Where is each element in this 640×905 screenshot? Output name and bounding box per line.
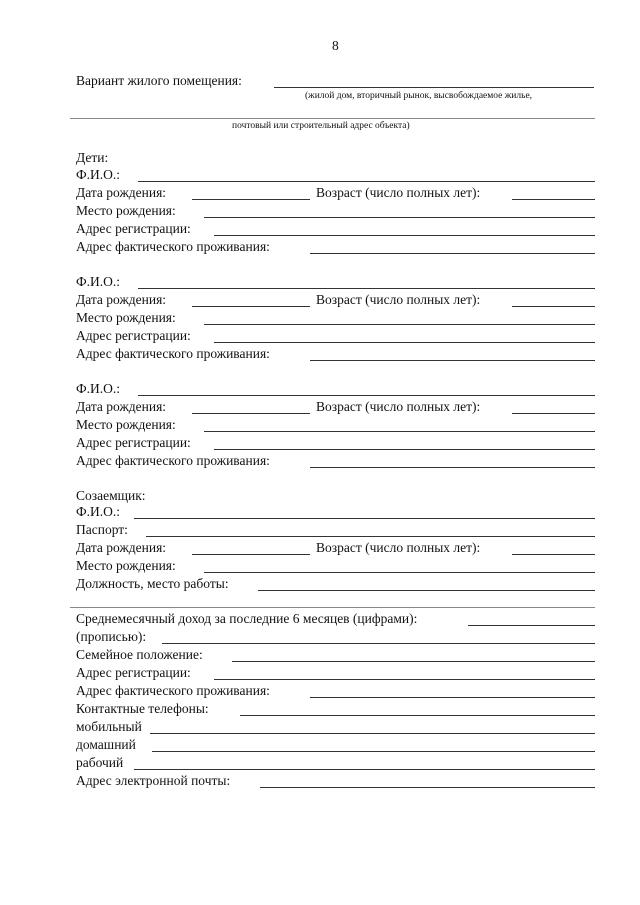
housing-variant-label: Вариант жилого помещения: [76,73,242,88]
child-2-birth-place-field[interactable] [204,324,595,325]
actual-address-label: Адрес фактического проживания: [76,683,270,698]
child-3-actual-address-label: Адрес фактического проживания: [76,453,270,468]
child-1-birth-place-label: Место рождения: [76,203,176,218]
child-3-birth-date-label: Дата рождения: [76,399,167,414]
child-2-age-label: Возраст (число полных лет): [316,292,481,307]
child-2-registration-label: Адрес регистрации: [76,328,191,343]
child-1-registration-label: Адрес регистрации: [76,221,191,236]
marital-status-label: Семейное положение: [76,647,203,662]
coborrower-passport-field[interactable] [146,536,595,537]
child-2-registration-field[interactable] [214,342,595,343]
child-3-birth-place-field[interactable] [204,431,595,432]
child-2-age-field[interactable] [512,306,595,307]
home-phone-field[interactable] [152,751,595,752]
income-words-field[interactable] [162,643,595,644]
coborrower-age-field[interactable] [512,554,595,555]
coborrower-position-field[interactable] [258,590,595,591]
phones-label: Контактные телефоны: [76,701,209,716]
housing-address-field[interactable] [70,118,595,119]
phones-field[interactable] [240,715,595,716]
child-1-age-field[interactable] [512,199,595,200]
child-1-birth-date-label: Дата рождения: [76,185,167,200]
mobile-phone-label: мобильный [76,719,142,734]
marital-status-field[interactable] [232,661,595,662]
housing-address-hint: почтовый или строительный адрес объекта) [232,121,410,131]
child-1-fio-label: Ф.И.О.: [76,167,121,182]
child-3-birth-date-field[interactable] [192,413,310,414]
coborrower-fio-field[interactable] [134,518,595,519]
child-2-actual-address-label: Адрес фактического проживания: [76,346,270,361]
housing-variant-field[interactable] [274,87,594,88]
coborrower-age-label: Возраст (число полных лет): [316,540,481,555]
coborrower-birth-date-field[interactable] [192,554,310,555]
child-2-fio-field[interactable] [138,288,595,289]
child-1-birth-date-field[interactable] [192,199,310,200]
work-phone-label: рабочий [76,755,124,770]
coborrower-birth-place-label: Место рождения: [76,558,176,573]
income-label: Среднемесячный доход за последние 6 месяцев (цифрами): [76,611,418,626]
children-heading: Дети: [76,150,109,165]
housing-variant-hint: (жилой дом, вторичный рынок, высвобождаемое жилье, [305,91,533,101]
coborrower-heading: Созаемщик: [76,488,146,503]
child-3-age-field[interactable] [512,413,595,414]
child-3-fio-label: Ф.И.О.: [76,381,121,396]
child-1-birth-place-field[interactable] [204,217,595,218]
child-2-birth-place-label: Место рождения: [76,310,176,325]
child-1-actual-address-label: Адрес фактического проживания: [76,239,270,254]
coborrower-position-label: Должность, место работы: [76,576,229,591]
child-2-birth-date-field[interactable] [192,306,310,307]
child-1-fio-field[interactable] [138,181,595,182]
child-3-actual-address-field[interactable] [310,467,595,468]
work-phone-field[interactable] [134,769,595,770]
income-words-label: (прописью): [76,629,147,644]
coborrower-birth-date-label: Дата рождения: [76,540,167,555]
email-field[interactable] [260,787,595,788]
child-3-fio-field[interactable] [138,395,595,396]
child-2-fio-label: Ф.И.О.: [76,274,121,289]
child-2-actual-address-field[interactable] [310,360,595,361]
mobile-phone-field[interactable] [150,733,595,734]
coborrower-birth-place-field[interactable] [204,572,595,573]
child-1-actual-address-field[interactable] [310,253,595,254]
page-number: 8 [332,38,339,53]
section-divider [70,607,595,608]
child-3-registration-label: Адрес регистрации: [76,435,191,450]
child-1-registration-field[interactable] [214,235,595,236]
registration-field[interactable] [214,679,595,680]
actual-address-field[interactable] [310,697,595,698]
income-field[interactable] [468,625,595,626]
child-3-birth-place-label: Место рождения: [76,417,176,432]
child-1-age-label: Возраст (число полных лет): [316,185,481,200]
child-3-registration-field[interactable] [214,449,595,450]
email-label: Адрес электронной почты: [76,773,231,788]
coborrower-passport-label: Паспорт: [76,522,128,537]
child-2-birth-date-label: Дата рождения: [76,292,167,307]
child-3-age-label: Возраст (число полных лет): [316,399,481,414]
coborrower-fio-label: Ф.И.О.: [76,504,121,519]
registration-label: Адрес регистрации: [76,665,191,680]
home-phone-label: домашний [76,737,136,752]
